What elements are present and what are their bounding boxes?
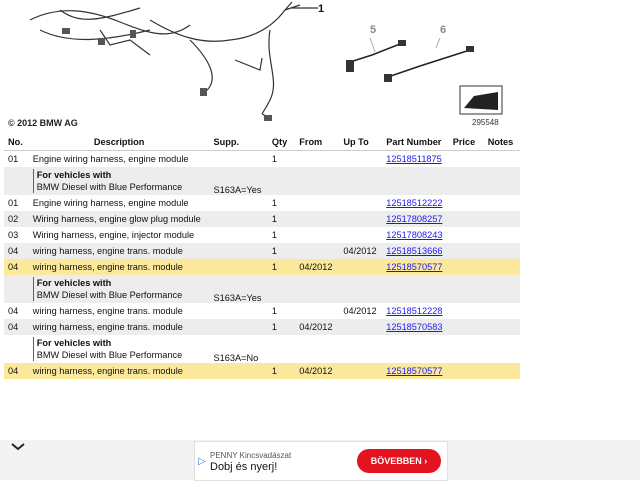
row-number: 04 — [4, 243, 29, 259]
supplement-cell: S163A=No — [210, 335, 268, 363]
up-to-date-cell — [339, 195, 382, 211]
supplement-cell: S163A=Yes — [210, 167, 268, 195]
empty-cell — [484, 275, 520, 303]
row-number — [4, 167, 29, 195]
part-number-link[interactable]: 12518570577 — [386, 262, 443, 272]
description-cell: Wiring harness, engine, injector module — [29, 227, 210, 243]
supplement-cell — [210, 227, 268, 243]
part-number-link[interactable]: 12517808243 — [386, 230, 443, 240]
row-number: 01 — [4, 195, 29, 211]
chevron-down-icon[interactable] — [6, 440, 30, 456]
notes-cell — [484, 259, 520, 275]
part-number-cell — [382, 259, 448, 275]
table-row — [4, 195, 520, 211]
up-to-date-cell: 04/2012 — [339, 243, 382, 259]
price-cell — [449, 243, 484, 259]
from-date-cell: 04/2012 — [295, 363, 339, 379]
supplement-cell — [210, 243, 268, 259]
empty-cell — [295, 335, 339, 363]
part-number-cell — [382, 195, 448, 211]
up-to-date-cell — [339, 151, 382, 168]
description-cell: Engine wiring harness, engine module — [29, 151, 210, 168]
price-cell — [449, 195, 484, 211]
description-cell: wiring harness, engine trans. module — [29, 243, 210, 259]
supplement-cell — [210, 303, 268, 319]
callout-label: 6 — [440, 24, 447, 36]
copyright-text: © 2012 BMW AG — [8, 118, 78, 128]
play-icon: ▷ — [198, 456, 206, 467]
condition-text: BMW Diesel with Blue Performance — [36, 182, 183, 192]
part-number-link[interactable]: 12518570577 — [386, 366, 443, 376]
price-cell — [449, 151, 484, 168]
condition-row — [4, 167, 520, 195]
empty-cell — [339, 335, 382, 363]
quantity-cell: 1 — [268, 151, 295, 168]
ad-cta-button[interactable] — [357, 449, 441, 473]
quantity-cell: 1 — [268, 243, 295, 259]
part-number-link[interactable]: 12518513666 — [386, 246, 443, 256]
condition-title: For vehicles with — [36, 278, 112, 288]
quantity-cell: 1 — [268, 319, 295, 335]
column-header: Up To — [339, 134, 382, 151]
empty-cell — [449, 335, 484, 363]
part-number-cell — [382, 363, 448, 379]
quantity-cell: 1 — [268, 195, 295, 211]
table-header-row — [4, 134, 520, 151]
description-cell: wiring harness, engine trans. module — [29, 363, 210, 379]
table-row — [4, 151, 520, 168]
empty-cell — [295, 275, 339, 303]
column-header: No. — [4, 134, 29, 151]
supplement-cell — [210, 195, 268, 211]
column-header: Notes — [484, 134, 520, 151]
part-number-cell — [382, 303, 448, 319]
description-cell: wiring harness, engine trans. module — [29, 319, 210, 335]
supplement-cell — [210, 259, 268, 275]
from-date-cell — [295, 243, 339, 259]
empty-cell — [449, 167, 484, 195]
parts-table — [4, 134, 520, 379]
notes-cell — [484, 243, 520, 259]
price-cell — [449, 227, 484, 243]
empty-cell — [382, 275, 448, 303]
quantity-cell: 1 — [268, 259, 295, 275]
description-cell: wiring harness, engine trans. module — [29, 303, 210, 319]
row-number: 04 — [4, 319, 29, 335]
part-number-cell — [382, 151, 448, 168]
wiring-harness-illustration — [0, 0, 520, 133]
empty-cell — [382, 167, 448, 195]
ad-headline: Dobj és nyerj! — [210, 461, 278, 473]
empty-cell — [339, 167, 382, 195]
empty-cell — [449, 275, 484, 303]
row-number: 03 — [4, 227, 29, 243]
table-row — [4, 259, 520, 275]
parts-table-body — [4, 151, 520, 380]
notes-cell — [484, 195, 520, 211]
up-to-date-cell — [339, 259, 382, 275]
empty-cell — [339, 275, 382, 303]
condition-cell — [29, 167, 210, 195]
ad-brand: PENNY Kincsvadászat — [210, 451, 292, 460]
column-header: Description — [29, 134, 210, 151]
part-number-cell — [382, 319, 448, 335]
quantity-cell: 1 — [268, 211, 295, 227]
price-cell — [449, 303, 484, 319]
table-row — [4, 211, 520, 227]
empty-cell — [484, 335, 520, 363]
price-cell — [449, 319, 484, 335]
price-cell — [449, 211, 484, 227]
ad-cta-label: BÖVEBBEN — [370, 456, 422, 466]
notes-cell — [484, 303, 520, 319]
up-to-date-cell: 04/2012 — [339, 303, 382, 319]
from-date-cell: 04/2012 — [295, 319, 339, 335]
supplement-cell — [210, 211, 268, 227]
condition-cell — [29, 275, 210, 303]
notes-cell — [484, 319, 520, 335]
from-date-cell: 04/2012 — [295, 259, 339, 275]
row-number — [4, 335, 29, 363]
part-number-link[interactable]: 12518511875 — [386, 154, 442, 164]
table-row — [4, 227, 520, 243]
up-to-date-cell — [339, 227, 382, 243]
ad-banner[interactable] — [194, 441, 448, 481]
supplement-cell — [210, 151, 268, 168]
up-to-date-cell — [339, 211, 382, 227]
supplement-cell: S163A=Yes — [210, 275, 268, 303]
up-to-date-cell — [339, 363, 382, 379]
quantity-cell: 1 — [268, 363, 295, 379]
empty-cell — [268, 167, 295, 195]
supplement-cell — [210, 319, 268, 335]
part-number-link[interactable]: 12517808257 — [386, 214, 443, 224]
description-cell: Wiring harness, engine glow plug module — [29, 211, 210, 227]
row-number: 04 — [4, 259, 29, 275]
row-number: 04 — [4, 303, 29, 319]
row-number — [4, 275, 29, 303]
from-date-cell — [295, 227, 339, 243]
condition-row — [4, 275, 520, 303]
column-header: Part Number — [382, 134, 448, 151]
from-date-cell — [295, 211, 339, 227]
part-number-cell — [382, 243, 448, 259]
column-header: Supp. — [210, 134, 268, 151]
condition-title: For vehicles with — [36, 338, 112, 348]
from-date-cell — [295, 195, 339, 211]
table-row — [4, 319, 520, 335]
description-cell: wiring harness, engine trans. module — [29, 259, 210, 275]
part-number-link[interactable]: 12518512228 — [386, 306, 443, 316]
diagram-reference-number: 295548 — [472, 118, 499, 127]
notes-cell — [484, 151, 520, 168]
table-row — [4, 363, 520, 379]
notes-cell — [484, 227, 520, 243]
column-header: From — [295, 134, 339, 151]
column-header: Price — [449, 134, 484, 151]
parts-diagram — [0, 0, 520, 133]
callout-label: 5 — [370, 24, 377, 36]
supplement-cell — [210, 363, 268, 379]
table-row — [4, 243, 520, 259]
from-date-cell — [295, 303, 339, 319]
empty-cell — [268, 335, 295, 363]
condition-box — [33, 169, 183, 193]
column-header: Qty — [268, 134, 295, 151]
quantity-cell: 1 — [268, 303, 295, 319]
notes-cell — [484, 363, 520, 379]
condition-title: For vehicles with — [36, 170, 112, 180]
chevron-right-icon: › — [424, 456, 428, 466]
from-date-cell — [295, 151, 339, 168]
empty-cell — [382, 335, 448, 363]
condition-cell — [29, 335, 210, 363]
row-number: 04 — [4, 363, 29, 379]
empty-cell — [268, 275, 295, 303]
part-number-cell — [382, 211, 448, 227]
row-number: 01 — [4, 151, 29, 168]
condition-row — [4, 335, 520, 363]
part-number-link[interactable]: 12518512222 — [386, 198, 443, 208]
price-cell — [449, 259, 484, 275]
condition-box — [33, 277, 183, 301]
empty-cell — [484, 167, 520, 195]
part-number-cell — [382, 227, 448, 243]
empty-cell — [295, 167, 339, 195]
part-number-link[interactable]: 12518570583 — [386, 322, 443, 332]
notes-cell — [484, 211, 520, 227]
condition-text: BMW Diesel with Blue Performance — [36, 350, 183, 360]
table-row — [4, 303, 520, 319]
callout-label: 1 — [318, 3, 325, 15]
up-to-date-cell — [339, 319, 382, 335]
price-cell — [449, 363, 484, 379]
quantity-cell: 1 — [268, 227, 295, 243]
condition-text: BMW Diesel with Blue Performance — [36, 290, 183, 300]
condition-box — [33, 337, 183, 361]
description-cell: Engine wiring harness, engine module — [29, 195, 210, 211]
row-number: 02 — [4, 211, 29, 227]
